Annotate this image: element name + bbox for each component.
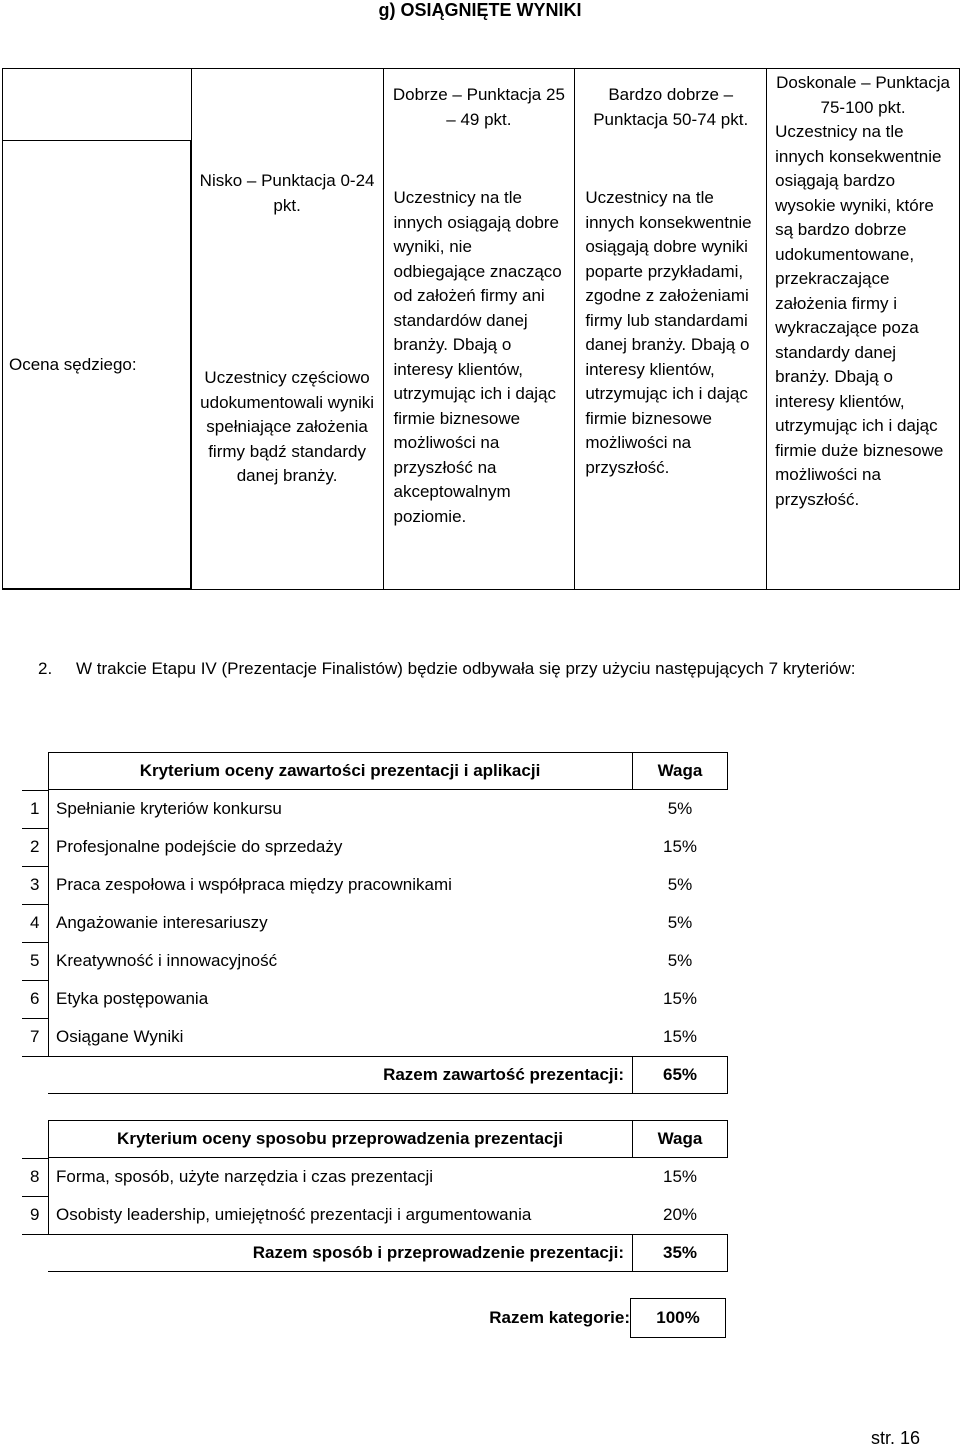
table1-header: Kryterium oceny zawartości prezentacji i aplikacji: [139, 761, 541, 780]
row-number: 3: [30, 875, 40, 894]
row-number: 5: [30, 951, 40, 970]
level-bardzo-dobrze-cell: [575, 69, 767, 590]
level-dobrze-text: Uczestnicy na tle innych osiągają dobre wyniki, nie odbiegające znacząco od założeń firmy ani standardów danej branży. Dbają o interesy klientów, utrzymując ich i dając firmie biznesowe możliwości na przyszłość na akceptowalnym poziomie.: [393, 188, 562, 526]
level-dobrze-cell: [383, 69, 575, 590]
page-number: str. 16: [870, 1428, 920, 1448]
grand-total-label: Razem kategorie:: [489, 1308, 630, 1327]
paragraph-number: 2.: [38, 659, 53, 678]
row-weight: 5%: [667, 875, 693, 894]
criteria-paragraph: [38, 652, 918, 686]
row-label: Forma, sposób, użyte narzędzia i czas prezentacji: [56, 1167, 434, 1186]
row-number: 2: [30, 837, 40, 856]
row-label: Osiągane Wyniki: [56, 1027, 184, 1046]
table-row: [22, 980, 728, 1018]
row-number: 7: [30, 1027, 40, 1046]
level-doskonale-text: Uczestnicy na tle innych konsekwentnie osiągają bardzo wysokie wyniki, które są bardzo dobrze udokumentowane, przekraczające założenia firmy i wykraczające poza standardy danej branży. Dbają o interesy klientów, utrzymując ich i dając firmie duże biznesowe możliwości na przyszłość.: [775, 122, 944, 509]
row-label: Etyka postępowania: [56, 989, 209, 1008]
table1-weight-header: Waga: [657, 761, 703, 780]
table-row: [22, 790, 728, 828]
section-title: g) OSIĄGNIĘTE WYNIKI: [378, 0, 582, 20]
row-weight: 15%: [662, 1167, 698, 1186]
row-weight: 5%: [667, 913, 693, 932]
table1-total-value: 65%: [662, 1065, 698, 1084]
row-label: Spełnianie kryteriów konkursu: [56, 799, 282, 818]
table2-total-label: Razem sposób i przeprowadzenie prezentacji:: [252, 1243, 624, 1262]
table2-weight-header: Waga: [657, 1129, 703, 1148]
row-label: Profesjonalne podejście do sprzedaży: [56, 837, 343, 856]
row-number: 6: [30, 989, 40, 1008]
row-label: Osobisty leadership, umiejętność prezentacji i argumentowania: [56, 1205, 532, 1224]
row-number: 4: [30, 913, 40, 932]
level-nisko-header: Nisko – Punktacja 0-24 pkt.: [199, 171, 375, 215]
table-row: [22, 828, 728, 866]
row-weight: 15%: [662, 1027, 698, 1046]
row-weight: 5%: [667, 951, 693, 970]
paragraph-text: W trakcie Etapu IV (Prezentacje Finalistów) będzie odbywała się przy użyciu następujących 7 kryteriów:: [76, 659, 856, 678]
table-row: [22, 1018, 728, 1056]
grand-total-value: 100%: [630, 1298, 726, 1338]
table-row: [22, 942, 728, 980]
level-bardzo-dobrze-text: Uczestnicy na tle innych konsekwentnie osiągają dobre wyniki poparte przykładami, zgodne z założeniami firmy lub standardami danej branży. Dbają o interesy klientów, utrzymując ich i dając firmie biznesowe możliwości na przyszłość.: [585, 188, 752, 477]
table-row: [22, 866, 728, 904]
table-row: [22, 1196, 728, 1234]
row-number: 1: [30, 799, 40, 818]
table-row: [22, 904, 728, 942]
table2-header: Kryterium oceny sposobu przeprowadzenia prezentacji: [117, 1129, 563, 1148]
row-label: Kreatywność i innowacyjność: [56, 951, 278, 970]
table-row: [22, 1158, 728, 1196]
level-doskonale-header: Doskonale – Punktacja 75-100 pkt.: [776, 73, 950, 117]
row-label: Praca zespołowa i współpraca między pracownikami: [56, 875, 452, 894]
row-number: 8: [30, 1167, 40, 1186]
level-doskonale-cell: [767, 69, 960, 590]
row-label: Angażowanie interesariuszy: [56, 913, 268, 932]
row-weight: 20%: [662, 1205, 698, 1224]
level-nisko-cell: [191, 69, 383, 590]
row-weight: 15%: [662, 989, 698, 1008]
row-number: 9: [30, 1205, 40, 1224]
level-bardzo-dobrze-header: Bardzo dobrze – Punktacja 50-74 pkt.: [593, 85, 749, 129]
row-weight: 15%: [662, 837, 698, 856]
level-nisko-text: Uczestnicy częściowo udokumentowali wyniki spełniające założenia firmy bądź standardy danej branży.: [200, 368, 375, 486]
row-weight: 5%: [667, 799, 693, 818]
level-dobrze-header: Dobrze – Punktacja 25 – 49 pkt.: [392, 85, 565, 129]
table2-total-value: 35%: [662, 1243, 698, 1262]
table1-total-label: Razem zawartość prezentacji:: [383, 1065, 624, 1084]
ocena-sedziego-cell: [2, 140, 191, 589]
ocena-sedziego-label: Ocena sędziego:: [9, 354, 137, 374]
